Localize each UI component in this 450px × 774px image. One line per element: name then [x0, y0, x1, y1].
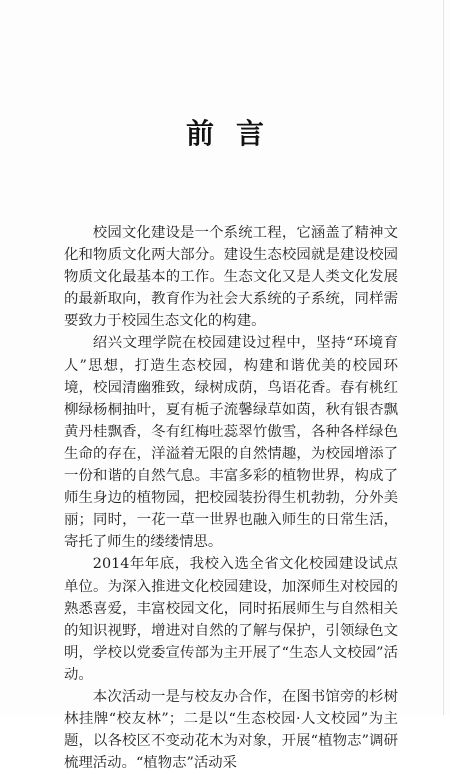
- paragraph-4: 本次活动一是与校友办合作，在图书馆旁的杉树林挂牌“校友林”；二是以“生态校园·人文校园”为主题，以各校区不变动花木为对象，开展“植物志”调研梳理活动。“植物志”活动采: [64, 688, 398, 772]
- paragraph-1: 校园文化建设是一个系统工程，它涵盖了精神文化和物质文化两大部分。建设生态校园就是建设校园物质文化最基本的工作。生态文化又是人类文化发展的最新取向，教育作为社会大系统的子系统，同样需要致力于校园生态文化的构建。: [64, 225, 398, 330]
- paragraph-2: 绍兴文理学院在校园建设过程中，坚持“环境育人”思想，打造生态校园，构建和谐优美的校园环境，校园清幽雅致，绿树成荫，鸟语花香。春有桃红柳绿杨桐抽叶，夏有栀子流馨绿草如茵，秋有银杏飘黄丹桂飘香，冬有红梅吐蕊翠竹傲雪，各种各样绿色生命的存在，洋溢着无限的自然情趣，为校园增添了一份和谐的自然气息。丰富多彩的植物世界，构成了师生身边的植物园，把校园装扮得生机勃勃，分外美丽；同时，一花一草一世界也融入师生的日常生活，寄托了师生的缕缕情思。: [64, 335, 398, 551]
- preface-body: [64, 222, 398, 774]
- page-edge-divider: [443, 0, 444, 715]
- paragraph-3: 2014年年底，我校入选全省文化校园建设试点单位。为深入推进文化校园建设，加深师生对校园的熟悉喜爱，丰富校园文化，同时拓展师生与自然相关的知识视野，增进对自然的了解与保护，引领绿色文明，学校以党委宣传部为主开展了“生态人文校园”活动。: [64, 556, 398, 683]
- page-title: 前言: [185, 117, 286, 150]
